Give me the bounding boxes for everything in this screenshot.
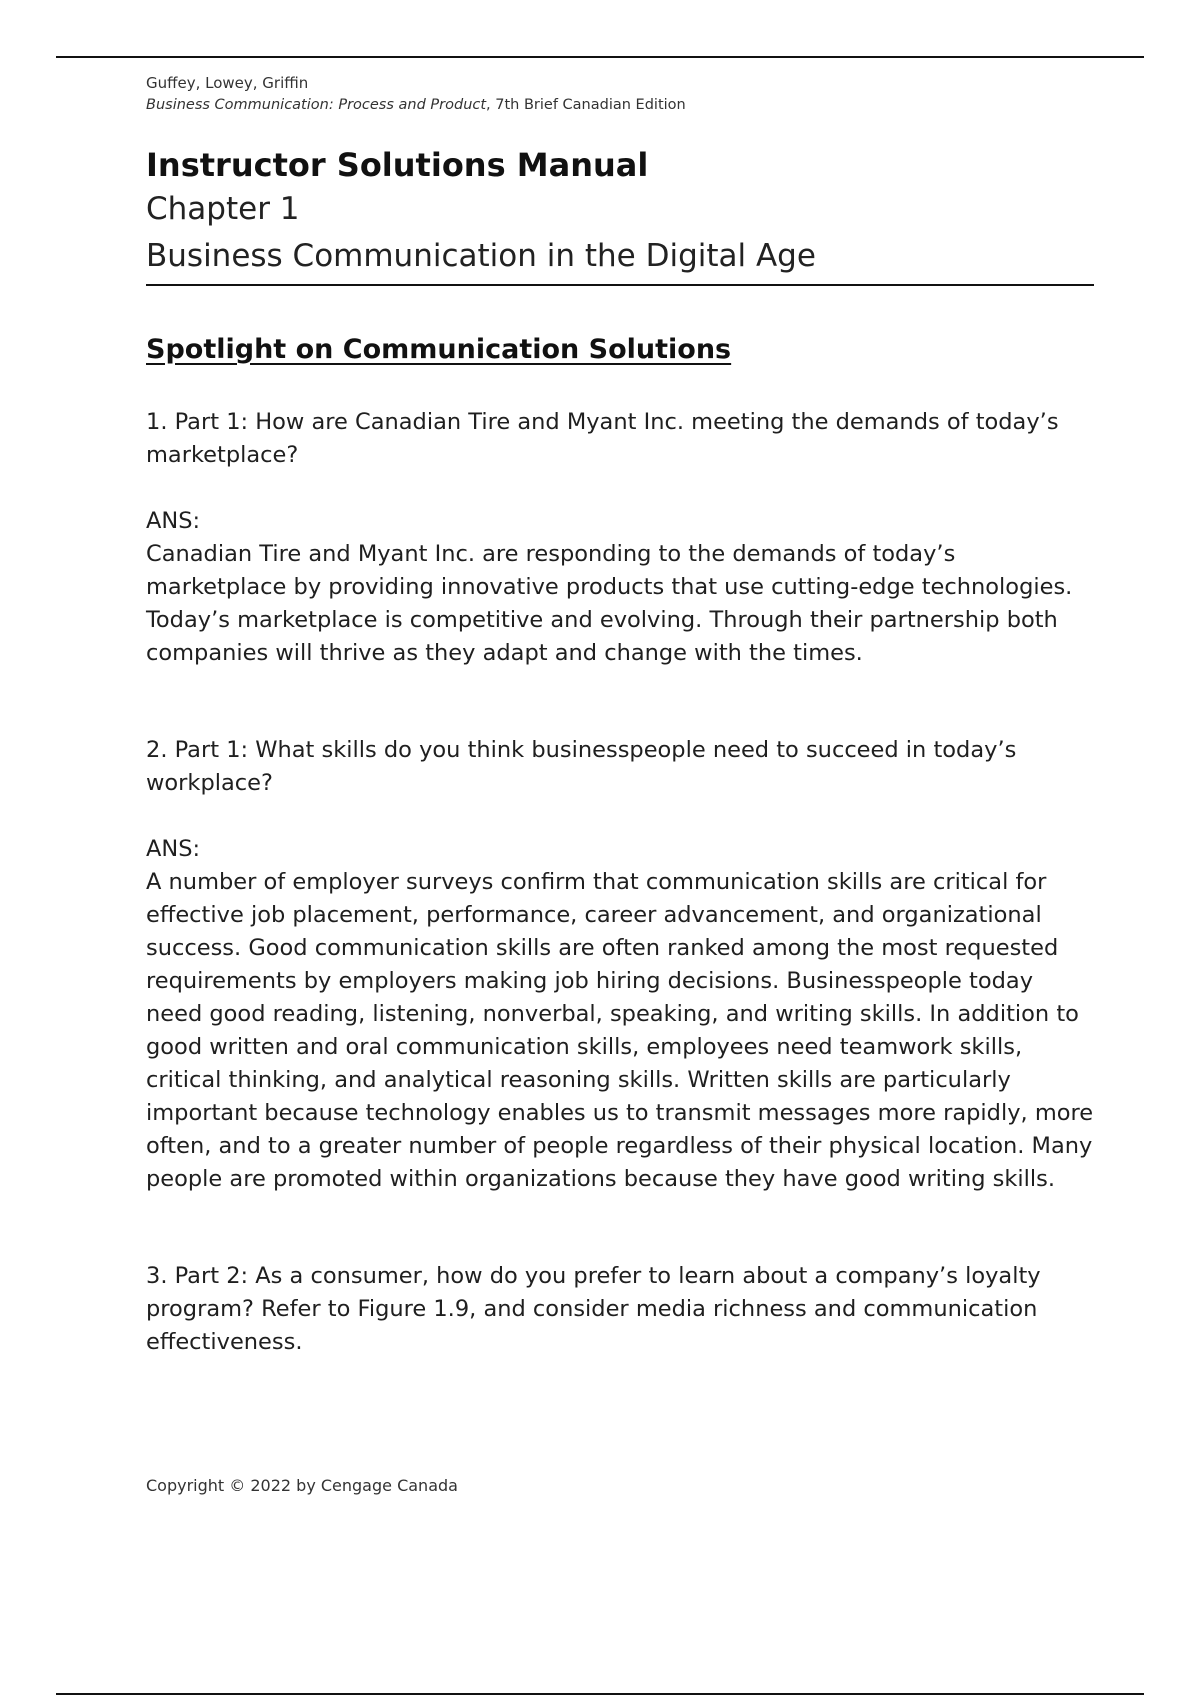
copyright-footer: Copyright © 2022 by Cengage Canada bbox=[146, 1476, 458, 1495]
chapter-number: Chapter 1 bbox=[146, 191, 300, 227]
answer-label-2: ANS: bbox=[146, 836, 201, 862]
question-1: 1. Part 1: How are Canadian Tire and Myant Inc. meeting the demands of today’s marketplace? bbox=[146, 409, 1059, 468]
question-2: 2. Part 1: What skills do you think businesspeople need to succeed in today’s workplace? bbox=[146, 737, 1017, 796]
top-page-rule bbox=[56, 56, 1144, 58]
document-body bbox=[146, 72, 1096, 1359]
book-edition: , 7th Brief Canadian Edition bbox=[486, 97, 686, 113]
running-header bbox=[146, 72, 1096, 116]
manual-title: Instructor Solutions Manual bbox=[146, 146, 649, 184]
book-title: Business Communication: Process and Product bbox=[146, 97, 487, 113]
title-underline-rule bbox=[146, 284, 1094, 286]
answer-1: Canadian Tire and Myant Inc. are responding to the demands of today’s marketplace by providing innovative products that use cutting-edge technologies. Today’s marketplace is competitive and evolving. Through their partnership both companies will thrive as they adapt and change with the times. bbox=[146, 541, 1073, 666]
section-heading: Spotlight on Communication Solutions bbox=[146, 334, 732, 365]
authors-line: Guffey, Lowey, Griffin bbox=[146, 74, 309, 92]
chapter-title: Business Communication in the Digital Age bbox=[146, 238, 816, 274]
book-line bbox=[146, 94, 1096, 116]
bottom-page-rule bbox=[56, 1693, 1144, 1695]
answer-2: A number of employer surveys confirm that communication skills are critical for effective job placement, performance, career advancement, and organizational success. Good communication skills are often ranked among the most requested requirements by employers making job hiring decisions. Businesspeople today need good reading, listening, nonverbal, speaking, and writing skills. In addition to good written and oral communication skills, employees need teamwork skills, critical thinking, and analytical reasoning skills. Written skills are particularly important because technology enables us to transmit messages more rapidly, more often, and to a greater number of people regardless of their physical location. Many people are promoted within organizations because they have good writing skills. bbox=[146, 869, 1094, 1192]
question-3: 3. Part 2: As a consumer, how do you prefer to learn about a company’s loyalty program? Refer to Figure 1.9, and consider media richness and communication effectiveness. bbox=[146, 1263, 1041, 1355]
answer-label-1: ANS: bbox=[146, 508, 201, 534]
